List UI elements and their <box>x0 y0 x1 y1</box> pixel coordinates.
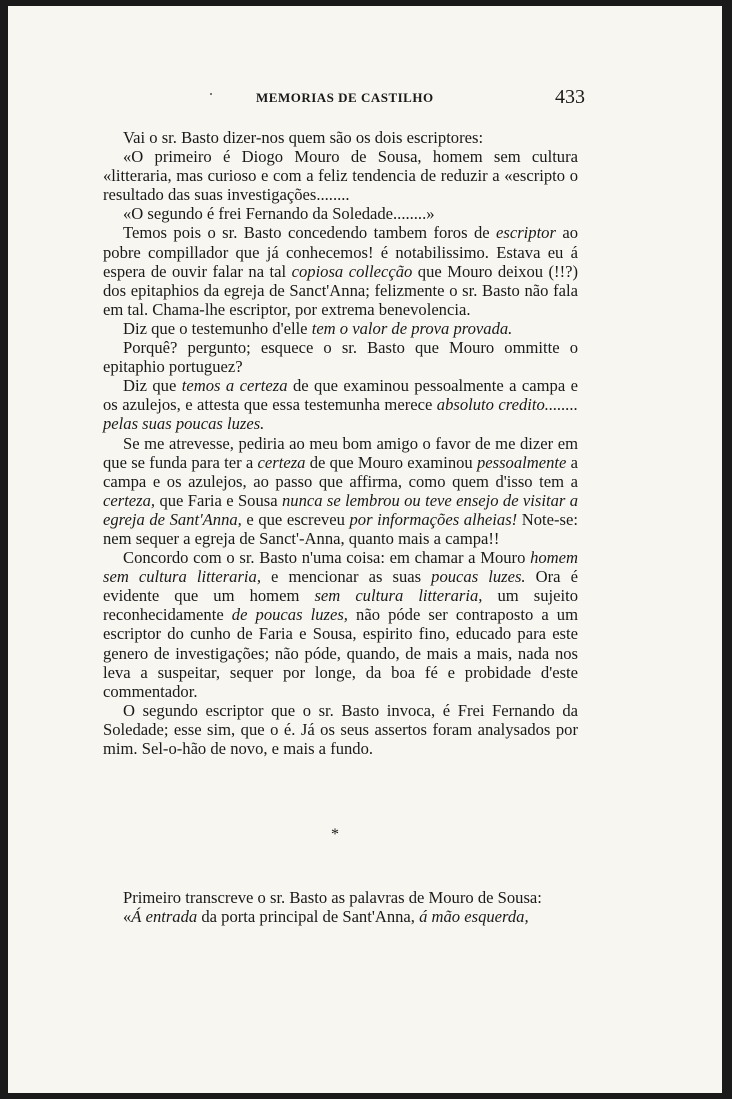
text-run: não póde ser contraposto a um escriptor do cunho de Faria e Sousa, espirito fino, educado para este genero de investigações; não póde, quando, de mais a mais, nada nos leva a suspeitar, sequer por longe, da boa fé e probidade d'este commentador. <box>103 605 578 701</box>
paragraph <box>103 888 578 907</box>
next-section-text <box>103 888 578 926</box>
text-run: Temos pois o sr. Basto concedendo tambem foros de <box>123 223 497 243</box>
paragraph <box>103 128 578 147</box>
text-run: «O primeiro é Diogo Mouro de Sousa, homem sem cultura «litteraria, mas curioso e com a feliz tendencia de reduzir a «escripto o resultado das suas investigações........ <box>103 147 578 205</box>
text-run: Concordo com o sr. Basto n'uma coisa: em chamar a Mouro <box>123 548 531 568</box>
text-run: Vai o sr. Basto dizer-nos quem são os dois escriptores: <box>123 128 484 147</box>
italic-text: Á entrada <box>131 907 198 927</box>
text-run: «O segundo é frei Fernando da Soledade........» <box>123 204 435 224</box>
italic-text: certeza <box>257 452 306 472</box>
paragraph <box>103 701 578 758</box>
paragraph <box>103 548 578 701</box>
text-run: ao pobre compillador que já conhecemos! é notabilissimo. Estava eu á espera de ouvir falar na tal <box>103 223 578 281</box>
text-run: O segundo escriptor que o sr. Basto invoca, é Frei Fernando da Soledade; esse sim, que o é. Já os seus assertos foram analysados por mim. Sel-o-hão de novo, e mais a fundo. <box>103 700 578 758</box>
text-run: que Mouro deixou (!!?) dos epitaphios da egreja de Sanct'Anna; felizmente o sr. Basto não fala em tal. Chama-lhe escriptor, por extrema benevolencia. <box>103 261 578 319</box>
text-run: um sujeito reconhecidamente <box>103 586 578 625</box>
italic-text: copiosa collecção <box>291 261 413 281</box>
text-run: Diz que <box>123 376 182 396</box>
paragraph <box>103 223 578 318</box>
text-run: Ora é evidente que um homem <box>103 567 578 606</box>
text-run: de que Mouro examinou <box>305 452 477 472</box>
page-number: 433 <box>555 86 585 108</box>
text-run: Note-se: nem sequer a egreja de Sanct'-Anna, quanto mais a campa!! <box>103 509 578 548</box>
text-run: que Faria e Sousa <box>155 490 282 510</box>
italic-text: certeza, <box>103 490 156 510</box>
paragraph <box>103 204 578 223</box>
paragraph <box>103 907 578 926</box>
book-page <box>8 6 722 1093</box>
italic-text: poucas luzes. <box>431 567 526 587</box>
paragraph <box>103 338 578 376</box>
text-run: e que escreveu <box>241 509 350 529</box>
italic-text: nunca se lembrou ou teve ensejo de visitar a egreja de Sant'Anna, <box>103 490 579 529</box>
italic-text: sem cultura litteraria, <box>314 586 483 606</box>
text-run: Porquê? pergunto; esquece o sr. Basto que Mouro ommitte o epitaphio portuguez? <box>103 338 578 377</box>
italic-text: tem o valor de prova provada. <box>311 318 513 338</box>
text-run: a campa e os azulejos, ao passo que affirma, como quem d'isso tem a <box>103 452 578 491</box>
text-run: Diz que o testemunho d'elle <box>123 318 312 338</box>
running-title: MEMORIAS DE CASTILHO <box>256 90 434 105</box>
section-separator: * <box>331 826 339 843</box>
page-header <box>8 86 722 112</box>
italic-text: pessoalmente <box>476 452 567 472</box>
paragraph <box>103 319 578 338</box>
text-run: Primeiro transcreve o sr. Basto as palavras de Mouro de Sousa: <box>123 888 542 907</box>
italic-text: escriptor <box>496 223 556 243</box>
text-run: de que examinou pessoalmente a campa e os azulejos, e attesta que essa testemunha merece <box>103 376 578 415</box>
body-text <box>103 128 578 758</box>
text-run: e mencionar as suas <box>260 567 432 587</box>
text-run: da porta principal de Sant'Anna, <box>197 907 420 927</box>
paragraph <box>103 434 578 549</box>
paragraph <box>103 147 578 204</box>
paragraph <box>103 376 578 433</box>
italic-text: temos a certeza <box>181 376 288 396</box>
italic-text: homem sem cultura litteraria, <box>103 548 578 587</box>
italic-text: por informações alheias! <box>349 509 518 529</box>
text-run: « <box>123 907 132 927</box>
italic-text: á mão esquerda, <box>419 907 529 927</box>
text-run: Se me atrevesse, pediria ao meu bom amigo o favor de me dizer em que se funda para ter a <box>103 433 578 472</box>
italic-text: de poucas luzes, <box>231 605 348 625</box>
italic-text: absoluto credito........ pelas suas poucas luzes. <box>103 395 578 434</box>
